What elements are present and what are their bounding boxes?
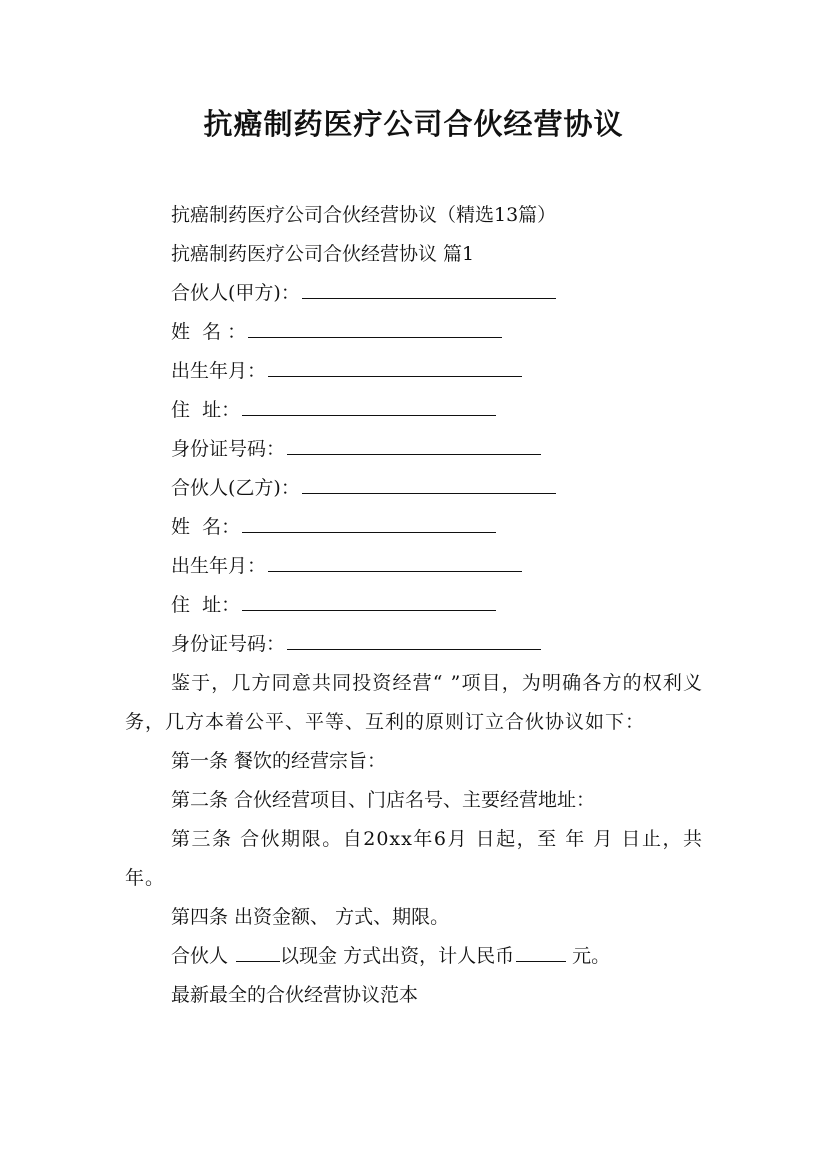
contribution-row — [125, 937, 703, 976]
party-a-name-row — [125, 313, 703, 352]
party-a-address-label: 住 址： — [171, 399, 241, 421]
party-b-name-row — [125, 508, 703, 547]
article-4: 第四条 出资金额、 方式、期限。 — [171, 906, 450, 928]
party-b-address-row — [125, 586, 703, 625]
party-b-birth-label: 出生年月： — [171, 555, 267, 577]
party-a-id-row — [125, 430, 703, 469]
contribution-part1: 合伙人 — [171, 945, 235, 967]
footer-note: 最新最全的合伙经营协议范本 — [171, 984, 419, 1006]
party-a-birth-label: 出生年月： — [171, 360, 267, 382]
party-b-name-label: 姓 名： — [171, 516, 241, 538]
party-b-blank — [302, 473, 556, 494]
party-a-address-row — [125, 391, 703, 430]
party-a-label: 合伙人(甲方)： — [171, 282, 300, 304]
article-3: 第三条 合伙期限。自20xx年6月 日起，至 年 月 日止，共 年。 — [125, 828, 703, 889]
party-b-address-label: 住 址： — [171, 594, 241, 616]
party-a-birth-blank — [268, 356, 522, 377]
party-a-blank — [302, 278, 556, 299]
preamble-paragraph: 鉴于，几方同意共同投资经营“ ”项目，为明确各方的权利义务，几方本着公平、平等、互利的原则订立合伙协议如下： — [125, 672, 703, 733]
party-a-row — [125, 274, 703, 313]
party-b-birth-blank — [268, 551, 522, 572]
party-a-name-label: 姓 名 ： — [171, 321, 247, 343]
contribution-part3: 元。 — [566, 945, 611, 967]
party-a-id-label: 身份证号码： — [171, 438, 286, 460]
party-a-name-blank — [248, 317, 502, 338]
contribution-part2: 以现金 方式出资，计人民币 — [280, 945, 515, 967]
document-title: 抗癌制药医疗公司合伙经营协议 — [203, 107, 624, 141]
article-2: 第二条 合伙经营项目、门店名号、主要经营地址： — [171, 789, 596, 811]
party-b-label: 合伙人(乙方)： — [171, 477, 300, 499]
party-b-id-label: 身份证号码： — [171, 633, 286, 655]
section-heading: 抗癌制药医疗公司合伙经营协议 篇1 — [171, 243, 475, 265]
party-b-id-row — [125, 625, 703, 664]
party-b-address-blank — [242, 590, 496, 611]
contribution-partner-blank — [236, 941, 280, 962]
party-a-id-blank — [287, 434, 541, 455]
article-1: 第一条 餐饮的经营宗旨： — [171, 750, 387, 772]
party-a-birth-row — [125, 352, 703, 391]
party-b-row — [125, 469, 703, 508]
party-b-birth-row — [125, 547, 703, 586]
contribution-amount-blank — [516, 941, 566, 962]
document-subtitle: 抗癌制药医疗公司合伙经营协议（精选13篇） — [171, 204, 557, 226]
document-body — [125, 196, 703, 1015]
party-a-address-blank — [242, 395, 496, 416]
party-b-name-blank — [242, 512, 496, 533]
party-b-id-blank — [287, 629, 541, 650]
